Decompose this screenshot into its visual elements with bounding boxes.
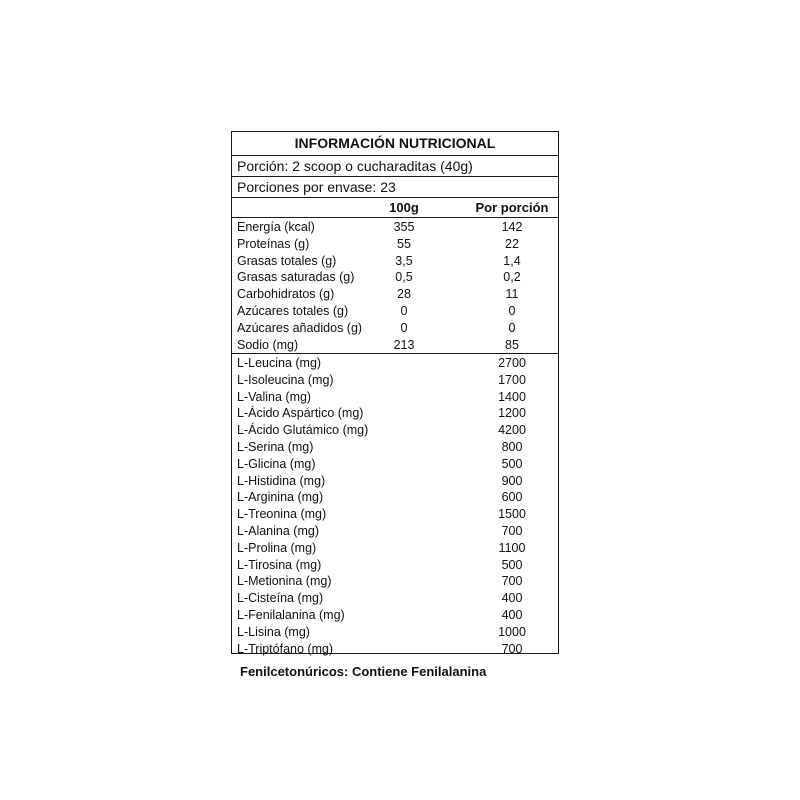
amino-acid-label: L-Fenilalanina (mg): [237, 607, 345, 622]
amino-acid-label: L-Arginina (mg): [237, 490, 324, 505]
value-per-100g: 55: [397, 236, 411, 251]
amino-acid-label: L-Glicina (mg): [237, 456, 316, 471]
value-per-serving: 700: [501, 523, 523, 538]
value-per-serving: 500: [501, 557, 523, 572]
amino-acid-label: L-Serina (mg): [237, 439, 314, 454]
nutrition-facts-table: [231, 131, 559, 654]
table-row: [232, 355, 558, 372]
value-per-serving: 1500: [498, 507, 526, 522]
value-per-serving: 0: [508, 303, 516, 318]
value-per-100g: 355: [393, 220, 415, 234]
value-per-serving: 22: [505, 236, 519, 251]
value-per-serving: 400: [501, 607, 523, 622]
table-row: [232, 557, 558, 574]
value-per-serving: 1400: [498, 389, 526, 404]
table-row: [232, 372, 558, 389]
table-row: [232, 456, 558, 473]
nutrient-label: Azúcares añadidos (g): [237, 320, 363, 335]
amino-acid-label: L-Leucina (mg): [237, 356, 322, 370]
value-per-serving: 11: [505, 287, 519, 302]
table-row: [232, 506, 558, 523]
value-per-serving: 1700: [498, 372, 526, 387]
value-per-serving: 0,2: [503, 270, 521, 285]
table-row: [232, 389, 558, 406]
nutrient-label: Proteínas (g): [237, 236, 310, 251]
table-row: [232, 590, 558, 607]
value-per-serving: 700: [501, 641, 523, 656]
value-per-100g: 0: [400, 320, 408, 335]
table-row: [232, 286, 558, 303]
amino-acid-label: L-Treonina (mg): [237, 507, 327, 522]
table-row: [232, 523, 558, 540]
value-per-serving: 700: [501, 574, 523, 589]
value-per-serving: 0: [508, 320, 516, 335]
table-row: [232, 439, 558, 456]
servings-per-container: Porciones por envase: 23: [232, 177, 558, 198]
value-per-serving: 800: [501, 439, 523, 454]
value-per-serving: 1000: [498, 624, 526, 639]
phenylketonuric-warning: Fenilcetonúricos: Contiene Fenilalanina: [240, 664, 487, 679]
value-per-serving: 1,4: [503, 253, 521, 268]
table-row: [232, 573, 558, 590]
column-header-per-serving: Por porción: [475, 200, 549, 215]
amino-acid-label: L-Triptófano (mg): [237, 641, 334, 656]
table-row: [232, 607, 558, 624]
amino-acid-label: L-Metionina (mg): [237, 574, 332, 589]
value-per-serving: 600: [501, 490, 523, 505]
value-per-100g: 213: [393, 337, 415, 352]
amino-acid-label: L-Lisina (mg): [237, 624, 310, 639]
value-per-100g: 3,5: [395, 253, 413, 268]
macros-section: [232, 218, 558, 354]
amino-acid-label: L-Prolina (mg): [237, 540, 317, 555]
table-row: [232, 540, 558, 557]
column-header-100g: 100g: [389, 200, 419, 215]
value-per-serving: 142: [501, 220, 523, 234]
amino-acid-label: L-Ácido Aspártico (mg): [237, 406, 364, 421]
table-row: [232, 473, 558, 490]
amino-acid-label: L-Ácido Glutámico (mg): [237, 423, 369, 438]
table-row: [232, 641, 558, 658]
value-per-100g: 0,5: [395, 270, 413, 285]
value-per-serving: 500: [501, 456, 523, 471]
nutrient-label: Energía (kcal): [237, 220, 315, 234]
amino-acid-label: L-Histidina (mg): [237, 473, 326, 488]
table-row: [232, 422, 558, 439]
table-row: [232, 219, 558, 236]
table-row: [232, 303, 558, 320]
table-row: [232, 405, 558, 422]
table-row: [232, 236, 558, 253]
value-per-serving: 4200: [498, 423, 526, 438]
value-per-serving: 1100: [498, 540, 526, 555]
nutrient-label: Grasas saturadas (g): [237, 270, 355, 285]
amino-acid-label: L-Alanina (mg): [237, 523, 319, 538]
amino-acid-label: L-Valina (mg): [237, 389, 312, 404]
serving-size: Porción: 2 scoop o cucharaditas (40g): [232, 156, 558, 177]
amino-acid-label: L-Tirosina (mg): [237, 557, 322, 572]
table-row: [232, 269, 558, 286]
table-row: [232, 624, 558, 641]
amino-acid-label: L-Isoleucina (mg): [237, 372, 334, 387]
nutrient-label: Carbohidratos (g): [237, 287, 335, 302]
nutrient-label: Sodio (mg): [237, 337, 299, 352]
table-row: [232, 320, 558, 337]
value-per-serving: 900: [501, 473, 523, 488]
value-per-serving: 2700: [498, 356, 526, 370]
value-per-serving: 1200: [498, 406, 526, 421]
value-per-serving: 85: [505, 337, 519, 352]
value-per-100g: 28: [397, 287, 411, 302]
value-per-serving: 400: [501, 591, 523, 606]
amino-acids-section: [232, 354, 558, 659]
nutrient-label: Azúcares totales (g): [237, 303, 349, 318]
table-row: [232, 489, 558, 506]
table-title: INFORMACIÓN NUTRICIONAL: [232, 132, 558, 156]
table-row: [232, 337, 558, 354]
table-row: [232, 253, 558, 270]
amino-acid-label: L-Cisteína (mg): [237, 591, 324, 606]
column-header-row: [232, 198, 558, 218]
nutrient-label: Grasas totales (g): [237, 253, 337, 268]
value-per-100g: 0: [400, 303, 408, 318]
